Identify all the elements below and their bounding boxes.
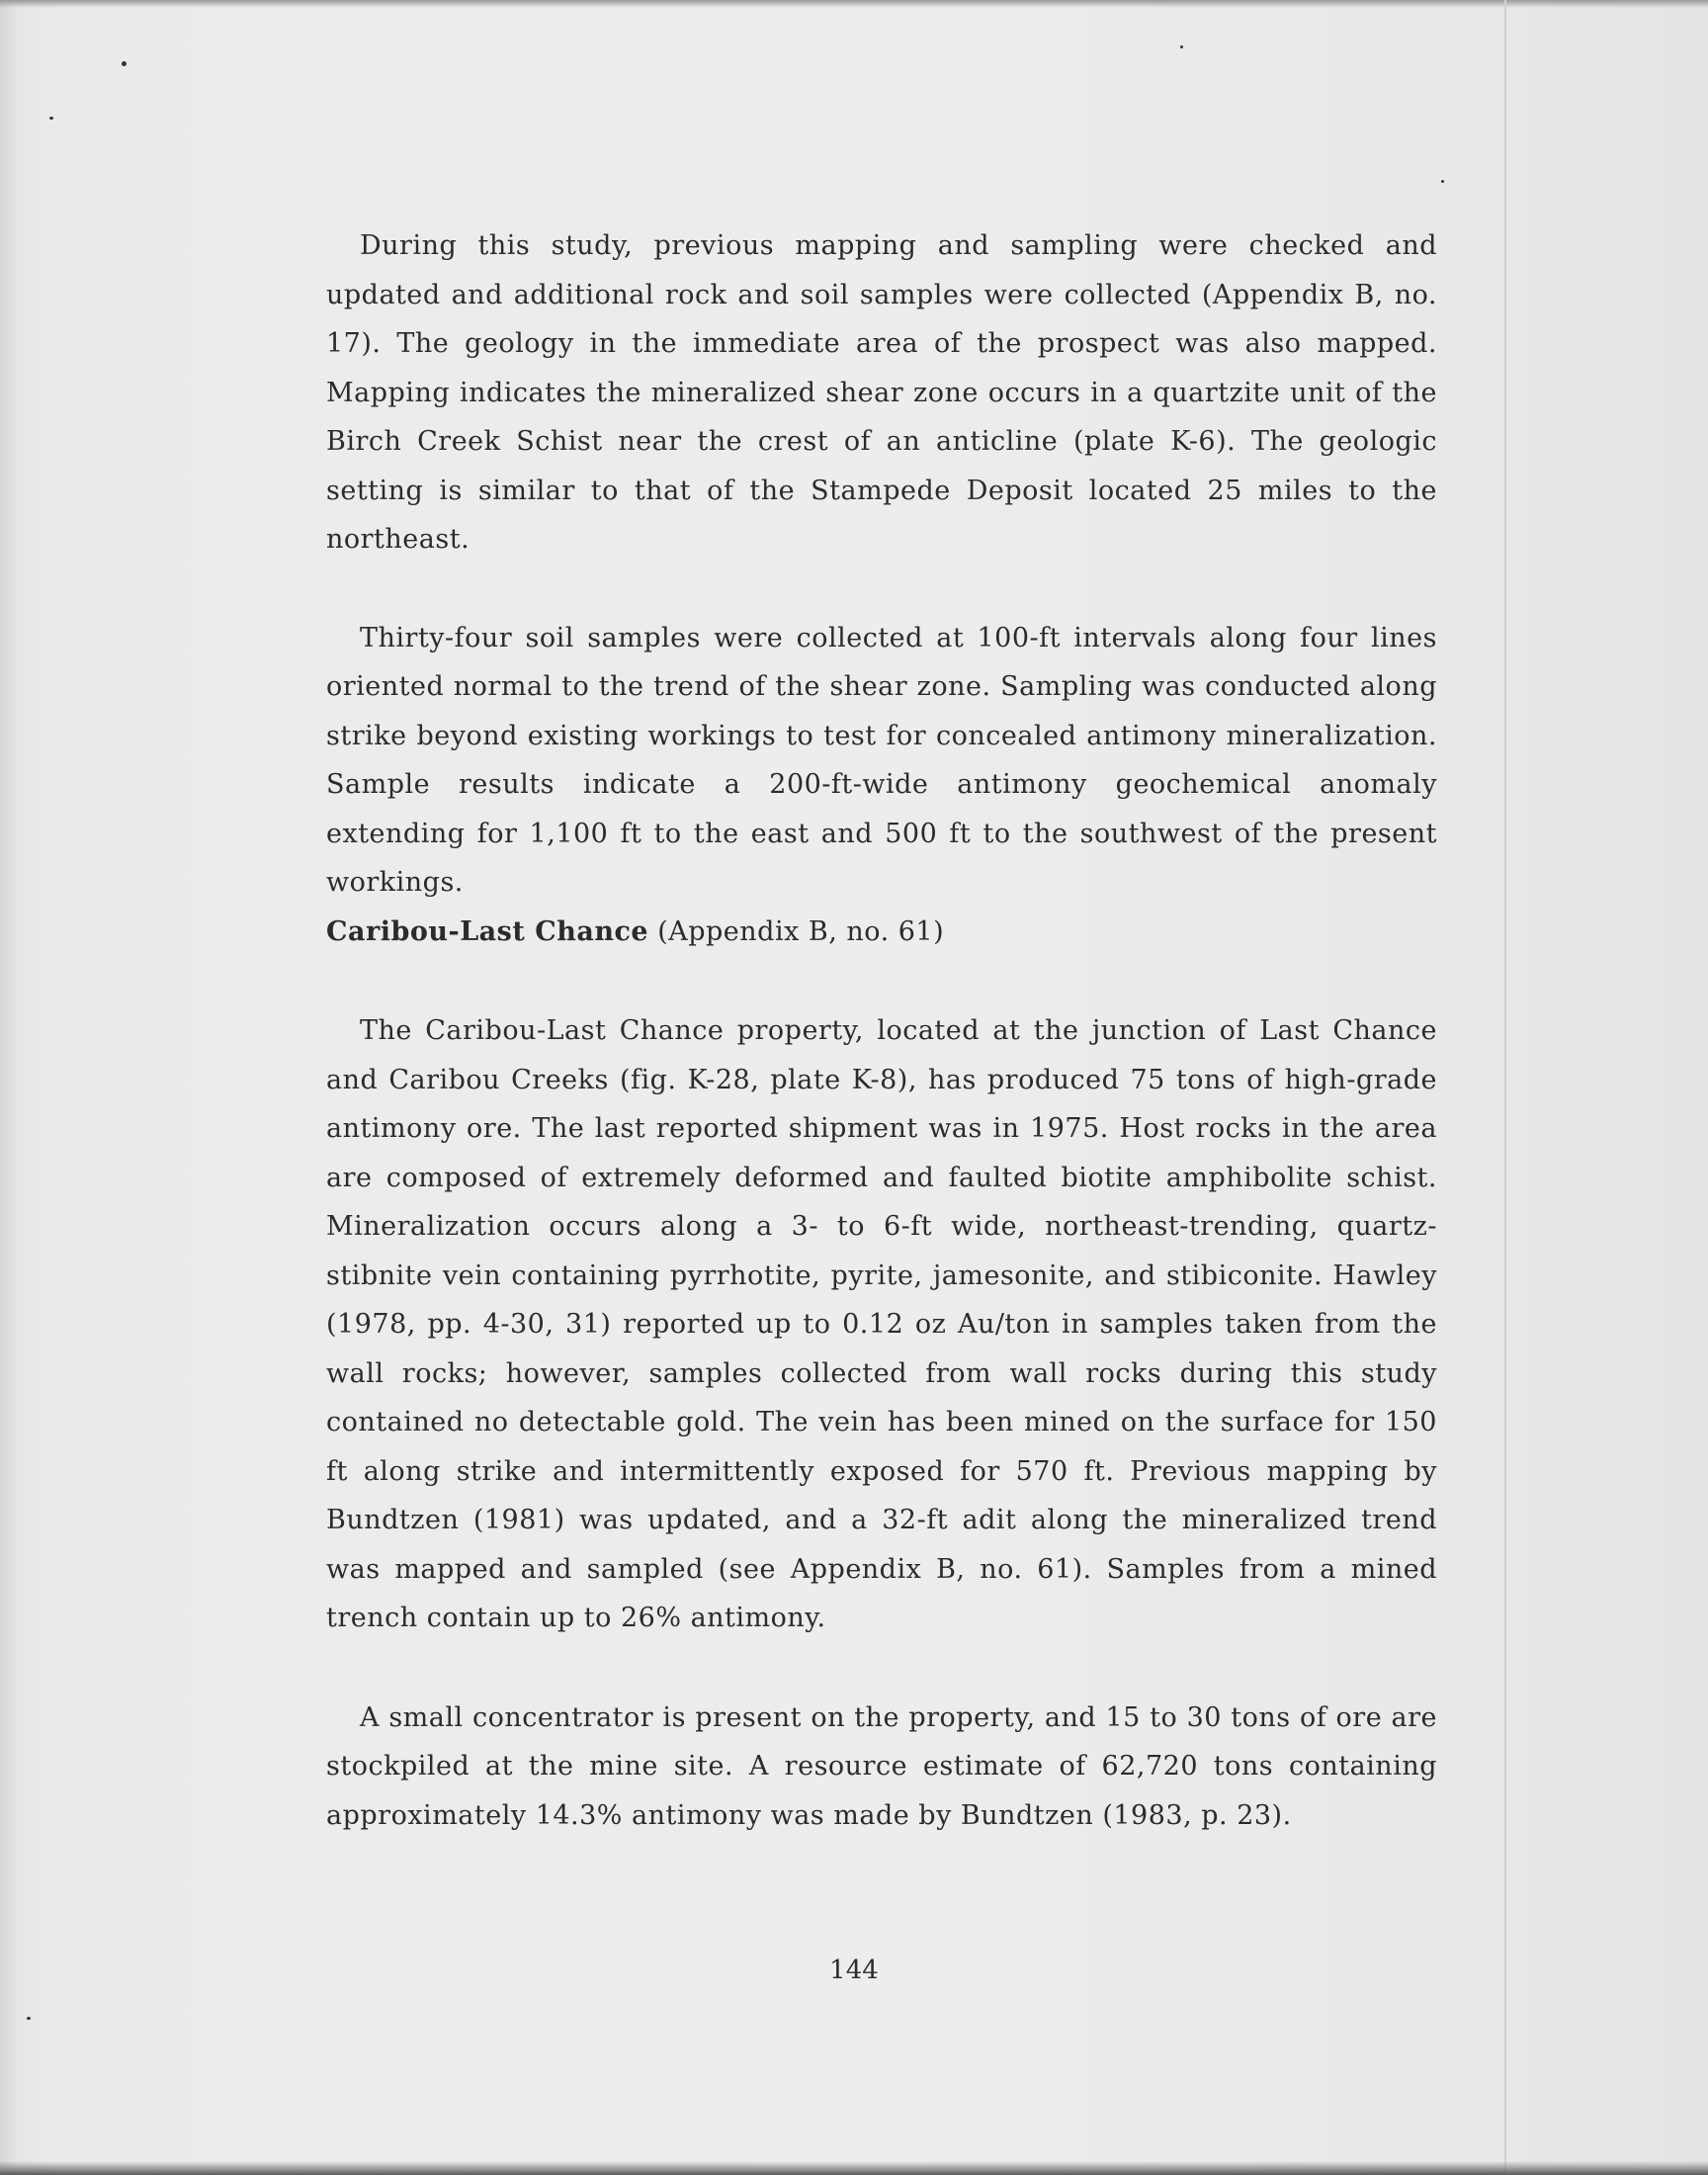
section-heading-reference: (Appendix B, no. 61)	[648, 915, 945, 947]
paragraph: A small concentrator is present on the property, and 15 to 30 tons of ore are stockpiled at the mine site. A resource estimate of 62,720 tons containing approximately 14.3% antimony was made by Bundtzen (1983, p. 23).	[326, 1701, 1437, 1831]
page-number: 144	[829, 1956, 879, 1985]
scan-speck	[122, 61, 127, 66]
section-heading	[326, 908, 1437, 957]
paragraph: During this study, previous mapping and sampling were checked and updated and additional rock and soil samples were collected (Appendix B, no. 17). The geology in the immediate area of the prospect was also mapped. Mapping indicates the mineralized shear zone occurs in a quartzite unit of the Birch Creek Schist near the crest of an anticline (plate K-6). The geologic setting is similar to that of the Stampede Deposit located 25 miles to the northeast.	[326, 230, 1437, 555]
scan-bottom-edge	[0, 2161, 1708, 2175]
page-fold-line	[1504, 0, 1506, 2175]
paragraph: Thirty-four soil samples were collected at 100-ft intervals along four lines oriented normal to the trend of the shear zone. Sampling was conducted along strike beyond existing workings to test for concealed antimony mineralization. Sample results indicate a 200-ft-wide antimony geochemical anomaly extending for 1,100 ft to the east and 500 ft to the southwest of the present workings.	[326, 622, 1437, 898]
scan-speck	[49, 117, 53, 120]
scan-top-edge	[0, 0, 1708, 8]
paragraph: The Caribou-Last Chance property, located at the junction of Last Chance and Caribou Creeks (fig. K-28, plate K-8), has produced 75 tons of high-grade antimony ore. The last reported shipment was in 1975. Host rocks in the area are composed of extremely deformed and faulted biotite amphibolite schist. Mineralization occurs along a 3- to 6-ft wide, northeast-trending, quartz-stibnite vein containing pyrrhotite, pyrite, jamesonite, and stibiconite. Hawley (1978, pp. 4-30, 31) reported up to 0.12 oz Au/ton in samples taken from the wall rocks; however, samples collected from wall rocks during this study contained no detectable gold. The vein has been mined on the surface for 150 ft along strike and intermittently exposed for 570 ft. Previous mapping by Bundtzen (1981) was updated, and a 32-ft adit along the mineralized trend was mapped and sampled (see Appendix B, no. 61). Samples from a mined trench contain up to 26% antimony.	[326, 1015, 1437, 1633]
scan-speck	[1180, 45, 1183, 48]
body-text	[326, 221, 1437, 1840]
scan-speck	[27, 2017, 31, 2020]
section-heading-name: Caribou-Last Chance	[326, 915, 649, 947]
scan-speck	[1441, 180, 1444, 183]
